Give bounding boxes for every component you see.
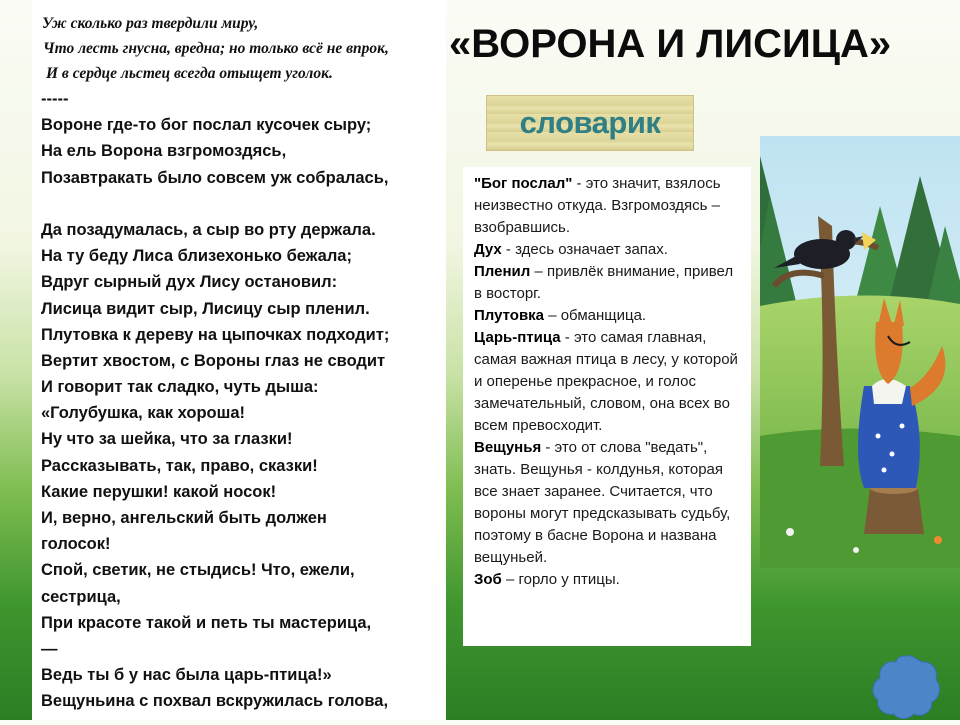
poem-line: голосок! [41,535,111,554]
poem-panel [32,0,446,720]
glossary-definition: - это от слова "ведать", знать. Вещунья - колдунья, которая все знает заранее. Считается, что вороны могут предсказывать судьбу, поэтому в басне Ворона и названа вещуньей. [474,439,731,566]
epigraph-line: Уж сколько раз твердили миру, [42,15,259,32]
poem-line: И, верно, ангельский быть должен [41,509,327,527]
poem-line: И говорит так сладко, чуть дыша: [41,378,319,397]
vocabulary-sign-label: словарик [519,105,661,140]
poem-line: Ну что за шейка, что за глазки! [41,430,293,449]
poem-line: При красоте такой и петь ты мастерица, [41,613,372,632]
poem-line: Лисица видит сыр, Лисицу сыр пленил. [41,299,370,318]
glossary-entry [474,327,745,437]
glossary-term: Плутовка [474,307,545,324]
poem-blank-line [41,191,446,217]
fable-illustration [760,136,960,568]
poem-line: На ту беду Лиса близехонько бежала; [41,247,352,266]
glossary-term: Зоб [474,571,502,588]
glossary-entry [474,173,745,239]
vocabulary-sign [486,95,694,151]
crow-and-fox-scene [760,136,960,568]
poem-line: Вороне где-то бог послал кусочек сыру; [41,116,372,135]
poem-line: сестрица, [41,587,121,606]
poem-line: Да позадумалась, а сыр во рту держала. [41,220,376,239]
poem-line: — [41,639,58,658]
poem-line: Рассказывать, так, право, сказки! [41,456,318,475]
blue-blob-icon [870,652,942,720]
page-title: «ВОРОНА И ЛИСИЦА» [449,22,892,66]
glossary-definition: – горло у птицы. [501,571,620,588]
poem-line: Вдруг сырный дух Лису остановил: [41,273,338,292]
glossary-definition: – привлёк внимание, привел в восторг. [474,263,734,302]
poem-line: Вертит хвостом, с Вороны глаз не сводит [41,351,386,370]
glossary-term: Дух [474,241,502,258]
decorative-flower-shape [870,652,942,720]
glossary-term: "Бог послал" [474,175,573,192]
glossary-entry [474,569,745,591]
poem-line: Какие перушки! какой носок! [41,482,277,501]
poem-line: На ель Ворона взгромоздясь, [41,142,287,161]
glossary-box [463,167,751,646]
glossary-entry [474,261,745,305]
poem-line: Ведь ты б у нас была царь-птица!» [41,666,332,685]
epigraph-line: Что лесть гнусна, вредна; но только всё не впрок, [43,40,389,57]
glossary-definition: - это самая главная, самая важная птица в лесу, у которой и оперенье прекрасное, и голос замечательный, словом, она всех во всем превосходит. [474,329,738,434]
glossary-definition: - это значит, взялось неизвестно откуда. Взгромоздясь – взобравшись. [474,175,721,236]
glossary-definition: – обманщица. [544,307,647,324]
poem-epigraph [42,11,446,86]
epigraph-line: И в сердце льстец всегда отыщет уголок. [46,65,333,82]
glossary-entry [474,437,745,569]
glossary-entry [474,239,745,261]
glossary-entry [474,305,745,327]
poem-line: Позавтракать было совсем уж собралась, [41,168,389,187]
poem-line: «Голубушка, как хороша! [41,404,246,423]
glossary-term: Вещунья [474,439,542,456]
glossary-definition: - здесь означает запах. [501,241,668,258]
glossary-term: Пленил [474,263,531,280]
glossary-term: Царь-птица [474,329,561,346]
poem-line: ----- [41,90,69,108]
poem-body [41,86,446,715]
poem-line: Спой, светик, не стыдись! Что, ежели, [41,561,355,580]
poem-line: Плутовка к дереву на цыпочках подходит; [41,325,390,344]
poem-line: Вещуньина с похвал вскружилась голова, [41,692,389,711]
